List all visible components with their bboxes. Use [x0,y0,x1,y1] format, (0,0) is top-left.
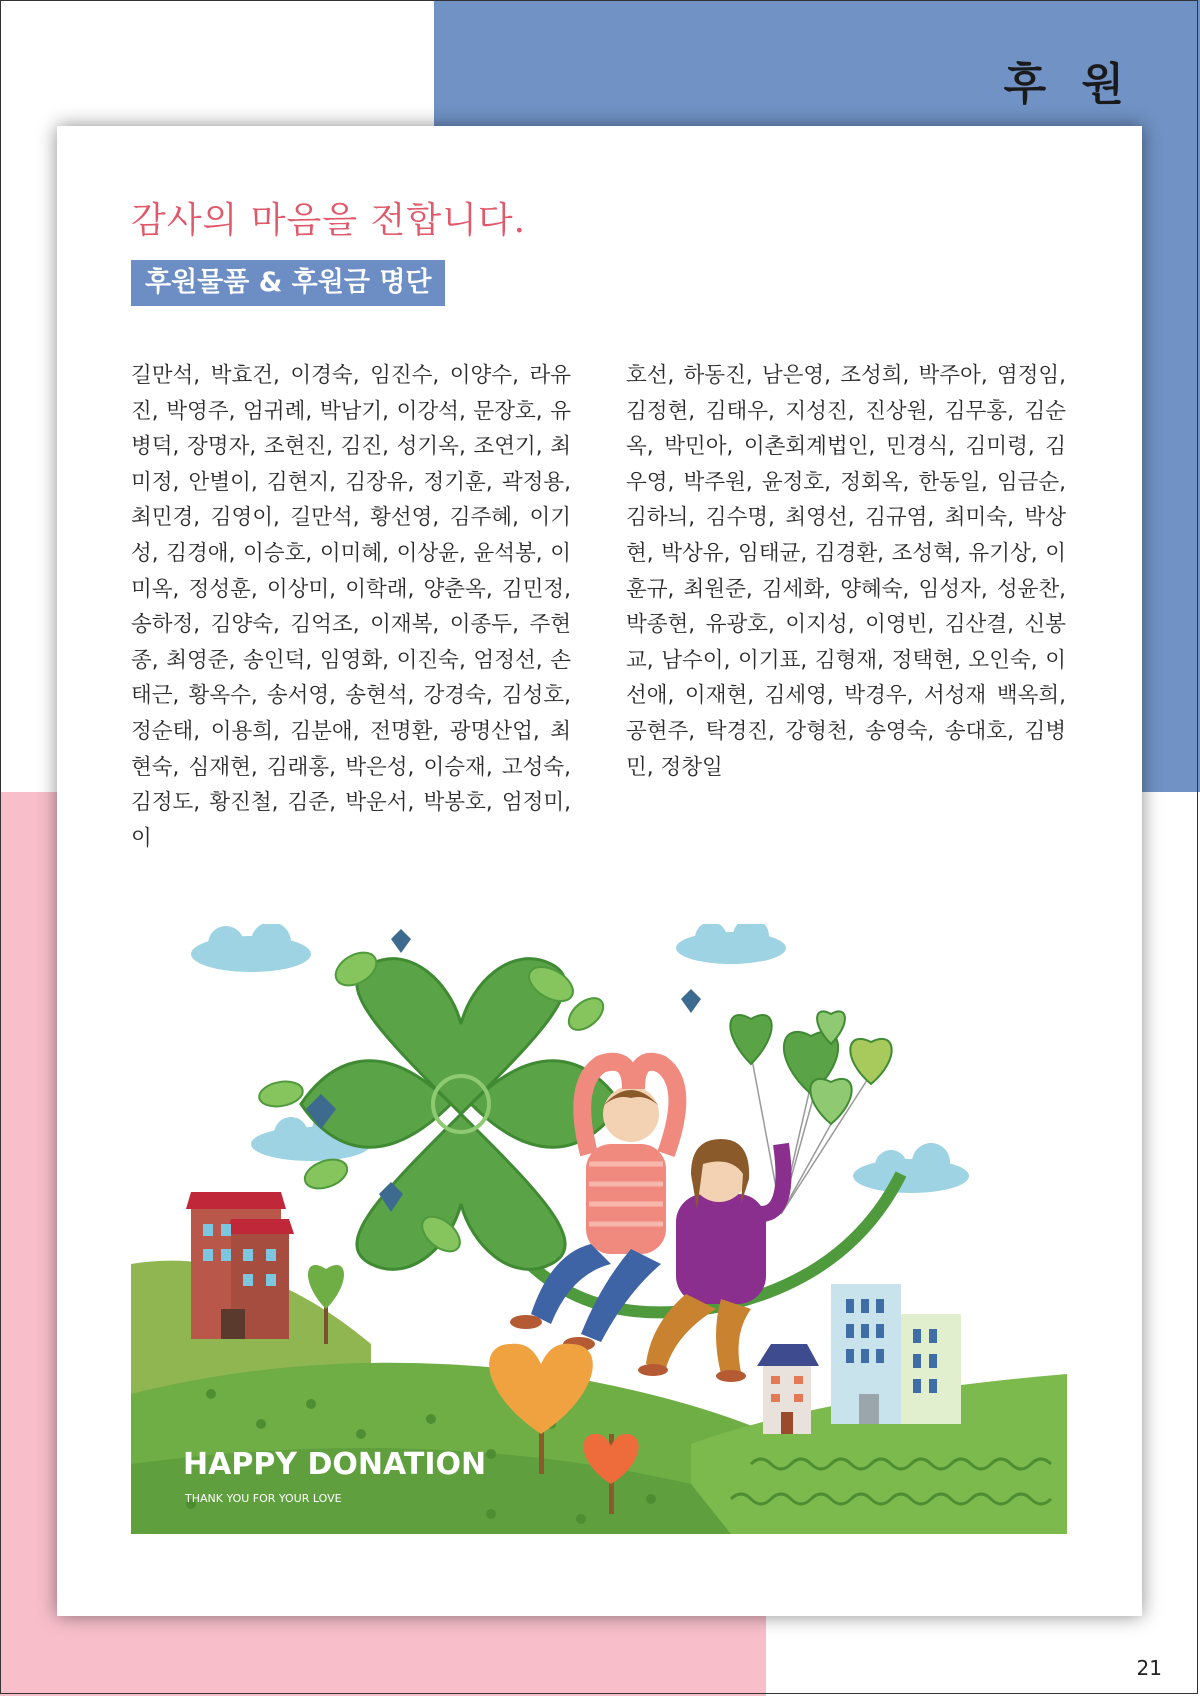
donor-list-title: 후원물품 & 후원금 명단 [131,260,445,306]
donation-illustration [131,924,1067,1534]
donor-names-left-column: 길만석, 박효건, 이경숙, 임진수, 이양수, 라유진, 박영주, 엄귀례, 박남기, 이강석, 문장호, 유병덕, 장명자, 조현진, 김진, 성기옥, 조연기, 최미정, 안별이, 김현지, 김장유, 정기훈, 곽정용, 최민경, 김영이, 길만석, 황선영, 김주혜, 이기성, 김경애, 이승호, 이미혜, 이상윤, 윤석봉, 이미옥, 정성훈, 이상미, 이학래, 양춘옥, 김민정, 송하정, 김양숙, 김억조, 이재복, 이종두, 주현종, 최영준, 송인덕, 임영화, 이진숙, 엄정선, 손태근, 황옥수, 송서영, 송현석, 강경숙, 김성호, 정순태, 이용희, 김분애, 전명환, 광명산업, 최현숙, 심재현, 김래홍, 박은성, 이승재, 고성숙, 김정도, 황진철, 김준, 박운서, 박봉호, 엄정미, 이 [131,363,571,851]
donor-names-right-column: 호선, 하동진, 남은영, 조성희, 박주아, 염정임, 김정현, 김태우, 지성진, 진상원, 김무홍, 김순옥, 박민아, 이촌회계법인, 민경식, 김미령, 김우영, 박주원, 윤정호, 정회옥, 한동일, 임금순, 김하늬, 김수명, 최영선, 김규염, 최미숙, 박상현, 박상유, 임태균, 김경환, 조성혁, 유기상, 이훈규, 최원준, 김세화, 양혜숙, 임성자, 성윤찬, 박종현, 유광호, 이지성, 이영빈, 김산결, 신봉교, 남수이, 이기표, 김형재, 정택현, 오인숙, 이선애, 이재현, 김세영, 박경우, 서성재 백옥희, 공현주, 탁경진, 강형천, 송영숙, 송대호, 김병민, 정창일 [626,363,1066,780]
illustration-title: HAPPY DONATION [183,1447,487,1482]
section-label: 후 원 [1003,59,1134,110]
illustration-subtitle: THANK YOU FOR YOUR LOVE [185,1492,342,1505]
content-card [57,126,1142,1616]
page-heading: 감사의 마음을 전합니다. [131,200,527,241]
page-number: 21 [1136,1656,1162,1680]
